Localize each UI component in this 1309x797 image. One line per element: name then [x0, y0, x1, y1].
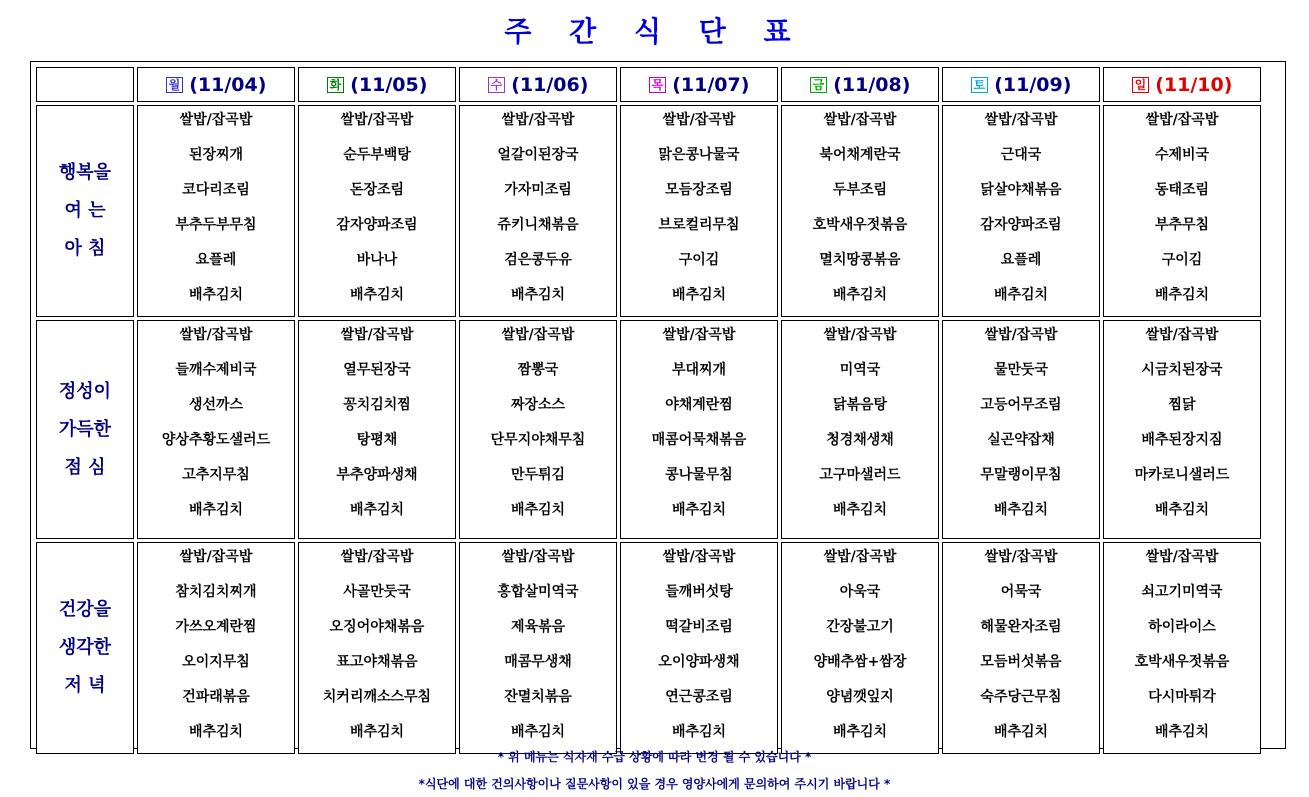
menu-item: 매콤무생채 — [504, 654, 572, 670]
menu-item: 배추김치 — [510, 724, 566, 740]
day-date-tue: (11/05) — [350, 73, 428, 96]
menu-item: 쌀밥/잡곡밥 — [984, 549, 1058, 565]
menu-item: 짬뽕국 — [517, 362, 559, 378]
menu-item: 쌀밥/잡곡밥 — [179, 112, 253, 128]
menu-item: 양념깻잎지 — [826, 689, 894, 705]
menu-cell — [781, 105, 939, 317]
menu-item: 배추김치 — [349, 502, 405, 518]
day-header-mon — [137, 67, 295, 102]
menu-item: 맑은콩나물국 — [658, 147, 740, 163]
menu-item: 무말랭이무침 — [980, 467, 1062, 483]
menu-item: 순두부백탕 — [343, 147, 411, 163]
menu-item: 해물완자조림 — [980, 619, 1062, 635]
menu-item: 부대찌개 — [671, 362, 727, 378]
menu-item: 감자양파조림 — [980, 217, 1062, 233]
menu-item: 열무된장국 — [343, 362, 411, 378]
menu-item: 치커리깨소스무침 — [322, 689, 432, 705]
menu-item: 미역국 — [839, 362, 881, 378]
meal-label-line: 건강을 — [58, 599, 112, 620]
menu-item: 표고야채볶음 — [336, 654, 418, 670]
menu-item: 생선까스 — [188, 397, 244, 413]
menu-item: 쌀밥/잡곡밥 — [823, 549, 897, 565]
menu-item: 들깨버섯탕 — [665, 584, 733, 600]
menu-item: 쌀밥/잡곡밥 — [662, 549, 736, 565]
page-title: 주 간 식 단 표 — [504, 15, 805, 48]
meal-row-breakfast — [36, 105, 1261, 317]
menu-item: 된장찌개 — [188, 147, 244, 163]
menu-item: 배추김치 — [349, 287, 405, 303]
menu-item: 배추김치 — [671, 724, 727, 740]
menu-item: 고추지무침 — [182, 467, 250, 483]
menu-item: 모듬버섯볶음 — [980, 654, 1062, 670]
menu-item: 오이지무침 — [182, 654, 250, 670]
menu-item: 찜닭 — [1168, 397, 1196, 413]
menu-item: 시금치된장국 — [1141, 362, 1223, 378]
menu-item: 쌀밥/잡곡밥 — [340, 112, 414, 128]
menu-cell — [459, 542, 617, 754]
menu-item: 콩나물무침 — [665, 467, 733, 483]
menu-item: 오이양파생채 — [658, 654, 740, 670]
menu-item: 실곤약잡채 — [987, 432, 1055, 448]
menu-cell — [298, 320, 456, 539]
menu-item: 쌀밥/잡곡밥 — [1145, 327, 1219, 343]
menu-item: 배추김치 — [188, 724, 244, 740]
meal-label-line: 행복을 — [58, 162, 112, 183]
menu-item: 배추김치 — [349, 724, 405, 740]
menu-item: 호박새우젓볶음 — [812, 217, 908, 233]
menu-item: 쌀밥/잡곡밥 — [662, 327, 736, 343]
menu-item: 야채계란찜 — [665, 397, 733, 413]
menu-item: 쌀밥/잡곡밥 — [1145, 112, 1219, 128]
menu-item: 탕평채 — [356, 432, 398, 448]
meal-label-dinner — [36, 542, 134, 754]
day-badge-wed: 수 — [488, 77, 506, 93]
menu-item: 하이라이스 — [1148, 619, 1216, 635]
menu-item: 숙주당근무침 — [980, 689, 1062, 705]
menu-cell — [459, 105, 617, 317]
menu-item: 쌀밥/잡곡밥 — [179, 327, 253, 343]
menu-item: 쌀밥/잡곡밥 — [340, 549, 414, 565]
menu-item: 쌀밥/잡곡밥 — [340, 327, 414, 343]
day-badge-fri: 금 — [810, 77, 828, 93]
menu-item: 만두튀김 — [510, 467, 566, 483]
menu-item: 동태조림 — [1154, 182, 1210, 198]
meal-label-line: 점 심 — [64, 456, 106, 478]
menu-item: 부추두부무침 — [175, 217, 257, 233]
header-row — [36, 67, 1261, 102]
meal-label-line: 저 녁 — [64, 675, 106, 696]
menu-item: 쥬키니채볶음 — [497, 217, 579, 233]
day-date-wed: (11/06) — [511, 73, 589, 96]
menu-item: 배추김치 — [832, 724, 888, 740]
menu-cell — [137, 542, 295, 754]
menu-item: 닭살야채볶음 — [980, 182, 1062, 198]
menu-item: 매콤어묵채볶음 — [651, 432, 747, 448]
menu-item: 얼갈이된장국 — [497, 147, 579, 163]
day-badge-mon: 월 — [166, 77, 184, 93]
menu-item: 짜장소스 — [510, 397, 566, 413]
menu-item: 쌀밥/잡곡밥 — [501, 112, 575, 128]
day-date-fri: (11/08) — [833, 73, 911, 96]
menu-item: 요플레 — [1000, 252, 1042, 268]
day-badge-thu: 목 — [649, 77, 667, 93]
menu-item: 물만둣국 — [993, 362, 1049, 378]
day-header-thu — [620, 67, 778, 102]
menu-cell — [1103, 320, 1261, 539]
menu-item: 참치김치찌개 — [175, 584, 257, 600]
menu-item: 배추김치 — [1154, 287, 1210, 303]
menu-item: 쌀밥/잡곡밥 — [823, 327, 897, 343]
meal-label-breakfast — [36, 105, 134, 317]
menu-item: 단무지야채무침 — [490, 432, 586, 448]
menu-item: 쌀밥/잡곡밥 — [501, 549, 575, 565]
menu-item: 두부조림 — [832, 182, 888, 198]
menu-cell — [1103, 542, 1261, 754]
menu-item: 연근콩조림 — [665, 689, 733, 705]
corner-cell — [36, 67, 134, 102]
menu-item: 아욱국 — [839, 584, 881, 600]
menu-item: 배추김치 — [1154, 502, 1210, 518]
menu-item: 잔멸치볶음 — [504, 689, 572, 705]
menu-cell — [137, 320, 295, 539]
menu-item: 배추김치 — [671, 502, 727, 518]
menu-item: 쌀밥/잡곡밥 — [501, 327, 575, 343]
menu-item: 쌀밥/잡곡밥 — [984, 112, 1058, 128]
menu-item: 부추양파생채 — [336, 467, 418, 483]
menu-cell — [1103, 105, 1261, 317]
menu-item: 브로컬리무침 — [658, 217, 740, 233]
menu-cell — [137, 105, 295, 317]
menu-item: 고구마샐러드 — [819, 467, 901, 483]
menu-item: 홍합살미역국 — [497, 584, 579, 600]
meal-label-line: 생각한 — [58, 637, 112, 658]
menu-item: 다시마튀각 — [1148, 689, 1216, 705]
menu-item: 감자양파조림 — [336, 217, 418, 233]
menu-item: 배추김치 — [188, 287, 244, 303]
menu-item: 배추김치 — [993, 502, 1049, 518]
meal-label-line: 아 침 — [64, 238, 106, 259]
day-header-tue — [298, 67, 456, 102]
menu-item: 꽁치김치찜 — [343, 397, 411, 413]
menu-item: 양배추쌈+쌈장 — [813, 654, 907, 670]
menu-item: 배추김치 — [832, 287, 888, 303]
menu-item: 마카로니샐러드 — [1134, 467, 1230, 483]
menu-item: 호박새우젓볶음 — [1134, 654, 1230, 670]
menu-item: 닭볶음탕 — [832, 397, 888, 413]
day-date-thu: (11/07) — [672, 73, 750, 96]
meal-row-lunch — [36, 320, 1261, 539]
menu-item: 쌀밥/잡곡밥 — [179, 549, 253, 565]
menu-cell — [942, 542, 1100, 754]
day-date-sun: (11/10) — [1155, 73, 1233, 96]
menu-item: 배추된장지짐 — [1141, 432, 1223, 448]
menu-cell — [620, 320, 778, 539]
menu-cell — [781, 320, 939, 539]
weekly-menu-table — [33, 64, 1264, 757]
menu-item: 들깨수제비국 — [175, 362, 257, 378]
menu-item: 오징어야채볶음 — [329, 619, 425, 635]
menu-item: 근대국 — [1000, 147, 1042, 163]
menu-item: 요플레 — [195, 252, 237, 268]
day-badge-tue: 화 — [327, 77, 345, 93]
day-date-mon: (11/04) — [189, 73, 267, 96]
menu-cell — [459, 320, 617, 539]
menu-item: 배추김치 — [832, 502, 888, 518]
notice-change: * 위 메뉴는 식자재 수급 상황에 따라 변경 될 수 있습니다 * — [497, 750, 812, 764]
menu-item: 가쓰오계란찜 — [175, 619, 257, 635]
menu-item: 배추김치 — [671, 287, 727, 303]
menu-item: 북어채계란국 — [819, 147, 901, 163]
menu-cell — [942, 320, 1100, 539]
menu-item: 청경채생채 — [826, 432, 894, 448]
menu-item: 가자미조림 — [504, 182, 572, 198]
day-header-sat — [942, 67, 1100, 102]
meal-label-line: 정성이 — [58, 380, 112, 402]
menu-cell — [781, 542, 939, 754]
meal-label-line: 가득한 — [58, 418, 112, 440]
menu-item: 쌀밥/잡곡밥 — [823, 112, 897, 128]
menu-item: 고등어무조림 — [980, 397, 1062, 413]
menu-item: 쌀밥/잡곡밥 — [662, 112, 736, 128]
menu-item: 사골만둣국 — [343, 584, 411, 600]
menu-item: 쌀밥/잡곡밥 — [1145, 549, 1219, 565]
menu-item: 간장불고기 — [826, 619, 894, 635]
menu-item: 배추김치 — [188, 502, 244, 518]
meal-row-dinner — [36, 542, 1261, 754]
menu-item: 부추무침 — [1154, 217, 1210, 233]
menu-item: 쇠고기미역국 — [1141, 584, 1223, 600]
day-badge-sun: 일 — [1132, 77, 1150, 93]
menu-item: 돈장조림 — [349, 182, 405, 198]
menu-item: 제육볶음 — [510, 619, 566, 635]
menu-item: 배추김치 — [993, 724, 1049, 740]
meal-label-lunch — [36, 320, 134, 539]
menu-cell — [298, 105, 456, 317]
menu-item: 배추김치 — [510, 287, 566, 303]
day-date-sat: (11/09) — [994, 73, 1072, 96]
menu-cell — [620, 542, 778, 754]
menu-item: 건파래볶음 — [182, 689, 250, 705]
menu-item: 구이김 — [678, 252, 720, 268]
menu-item: 멸치땅콩볶음 — [819, 252, 901, 268]
menu-item: 배추김치 — [993, 287, 1049, 303]
day-header-fri — [781, 67, 939, 102]
menu-item: 검은콩두유 — [504, 252, 572, 268]
menu-item: 배추김치 — [510, 502, 566, 518]
notice-contact: *식단에 대한 건의사항이나 질문사항이 있을 경우 영양사에게 문의하여 주시기 바랍니다 * — [418, 777, 891, 791]
menu-item: 수제비국 — [1154, 147, 1210, 163]
menu-item: 구이김 — [1161, 252, 1203, 268]
day-header-wed — [459, 67, 617, 102]
menu-item: 배추김치 — [1154, 724, 1210, 740]
menu-item: 모듬장조림 — [665, 182, 733, 198]
menu-cell — [298, 542, 456, 754]
meal-label-line: 여 는 — [64, 200, 106, 221]
menu-cell — [942, 105, 1100, 317]
menu-item: 바나나 — [356, 252, 398, 268]
menu-item: 코다리조림 — [182, 182, 250, 198]
menu-table-frame — [30, 61, 1286, 749]
day-header-sun — [1103, 67, 1261, 102]
menu-item: 양상추황도샐러드 — [161, 432, 271, 448]
day-badge-sat: 토 — [971, 77, 989, 93]
menu-item: 떡갈비조림 — [665, 619, 733, 635]
menu-item: 쌀밥/잡곡밥 — [984, 327, 1058, 343]
menu-item: 어묵국 — [1000, 584, 1042, 600]
menu-cell — [620, 105, 778, 317]
